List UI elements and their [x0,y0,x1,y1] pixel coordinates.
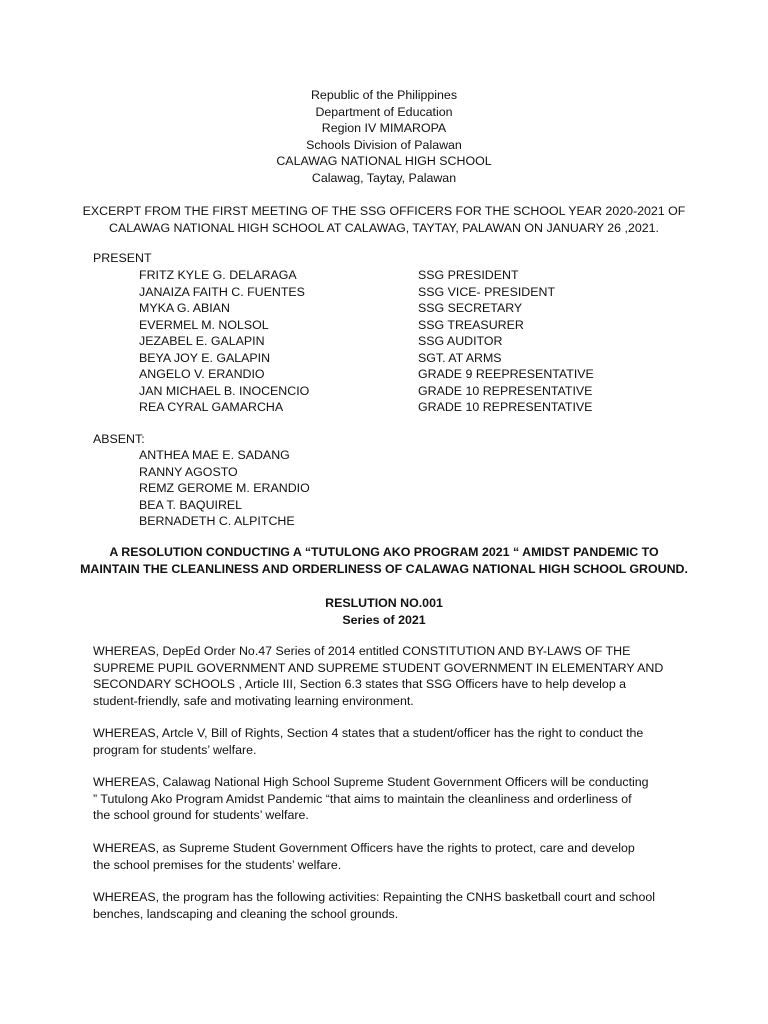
present-member [139,366,659,383]
present-member [139,300,659,317]
absent-list [139,447,659,530]
header-line-school: CALAWAG NATIONAL HIGH SCHOOL [276,154,492,169]
whereas-line: ” Tutulong Ako Program Amidst Pandemic “that aims to maintain the cleanliness and orderliness of [93,791,632,806]
header-line-division: Schools Division of Palawan [306,137,462,152]
whereas-line: benches, landscaping and cleaning the school grounds. [93,906,399,921]
excerpt-heading [60,203,708,236]
excerpt-line: EXCERPT FROM THE FIRST MEETING OF THE SSG OFFICERS FOR THE SCHOOL YEAR 2020-2021 OF [82,204,686,218]
member-name: REMZ GEROME M. ERANDIO [139,481,310,495]
resolution-number-block [0,595,768,628]
header-line-address: Calawag, Taytay, Palawan [311,170,457,185]
member-name: JEZABEL E. GALAPIN [139,334,265,348]
whereas-line: WHEREAS, Artcle V, Bill of Rights, Section 4 states that a student/officer has the right to conduct the [93,726,644,740]
member-role: GRADE 10 REPRESENTATIVE [418,400,593,414]
resolution-title-line: MAINTAIN THE CLEANLINESS AND ORDERLINESS OF CALAWAG NATIONAL HIGH SCHOOL GROUND. [80,562,688,576]
member-role: SGT. AT ARMS [418,350,502,365]
member-role: GRADE 10 REPRESENTATIVE [418,383,593,398]
whereas-line: SUPREME PUPIL GOVERNMENT AND SUPREME STUDENT GOVERNMENT IN ELEMENTARY AND [93,660,664,675]
whereas-paragraph [93,840,683,873]
whereas-line: program for students’ welfare. [93,742,257,757]
member-name: MYKA G. ABIAN [139,301,230,315]
absent-member [139,513,659,530]
resolution-series: Series of 2021 [342,612,426,627]
whereas-paragraph [93,889,683,922]
absent-member [139,497,659,514]
absent-member [139,447,659,464]
member-name: EVERMEL M. NOLSOL [139,317,269,332]
resolution-title-line: A RESOLUTION CONDUCTING A “TUTULONG AKO PROGRAM 2021 “ AMIDST PANDEMIC TO [109,545,659,559]
present-member [139,284,659,301]
present-member [139,333,659,350]
header-line-region: Region IV MIMAROPA [321,121,447,136]
member-name: REA CYRAL GAMARCHA [139,400,284,414]
member-name: BEA T. BAQUIREL [139,497,243,512]
present-member [139,317,659,334]
whereas-line: WHEREAS, the program has the following activities: Repainting the CNHS basketball court and school [93,890,655,904]
member-name: BEYA JOY E. GALAPIN [139,350,271,365]
whereas-paragraph [93,643,683,709]
absent-member [139,464,659,481]
member-role: SSG SECRETARY [418,301,523,315]
member-role: SSG PRESIDENT [418,268,519,282]
member-role: SSG TREASURER [418,317,524,332]
whereas-paragraph [93,725,683,758]
whereas-paragraph [93,774,683,824]
member-name: FRITZ KYLE G. DELARAGA [139,268,297,282]
member-name: ANTHEA MAE E. SADANG [139,448,290,462]
header-line-republic: Republic of the Philippines [310,88,458,102]
whereas-line: student-friendly, safe and motivating learning environment. [93,693,414,708]
present-list [139,267,659,416]
whereas-line: SECONDARY SCHOOLS , Article III, Section 6.3 states that SSG Officers have to help develop a [93,677,627,692]
member-role: SSG VICE- PRESIDENT [418,284,556,299]
absent-label: ABSENT: [93,432,145,446]
resolution-title [40,544,728,578]
resolution-number: RESLUTION NO.001 [325,596,443,610]
member-role: SSG AUDITOR [418,334,503,348]
whereas-line: WHEREAS, Calawag National High School Supreme Student Government Officers will be conducting [93,775,649,789]
excerpt-line: CALAWAG NATIONAL HIGH SCHOOL AT CALAWAG, TAYTAY, PALAWAN ON JANUARY 26 ,2021. [109,220,659,235]
header-line-department: Department of Education [315,104,453,119]
member-name: RANNY AGOSTO [139,464,238,479]
present-member [139,383,659,400]
whereas-line: WHEREAS, as Supreme Student Government Officers have the rights to protect, care and develop [93,841,635,855]
whereas-line: the school premises for the students’ welfare. [93,857,342,872]
whereas-line: the school ground for students’ welfare. [93,808,309,823]
present-member [139,267,659,284]
document-header [0,87,768,187]
absent-member [139,480,659,497]
member-name: ANGELO V. ERANDIO [139,367,265,381]
present-label: PRESENT [93,251,152,265]
member-name: JAN MICHAEL B. INOCENCIO [139,383,310,398]
present-member [139,350,659,367]
present-member [139,399,659,416]
member-name: BERNADETH C. ALPITCHE [139,514,295,528]
member-role: GRADE 9 REEPRESENTATIVE [418,367,594,381]
whereas-line: WHEREAS, DepEd Order No.47 Series of 2014 entitled CONSTITUTION AND BY-LAWS OF THE [93,644,631,658]
member-name: JANAIZA FAITH C. FUENTES [139,284,305,299]
